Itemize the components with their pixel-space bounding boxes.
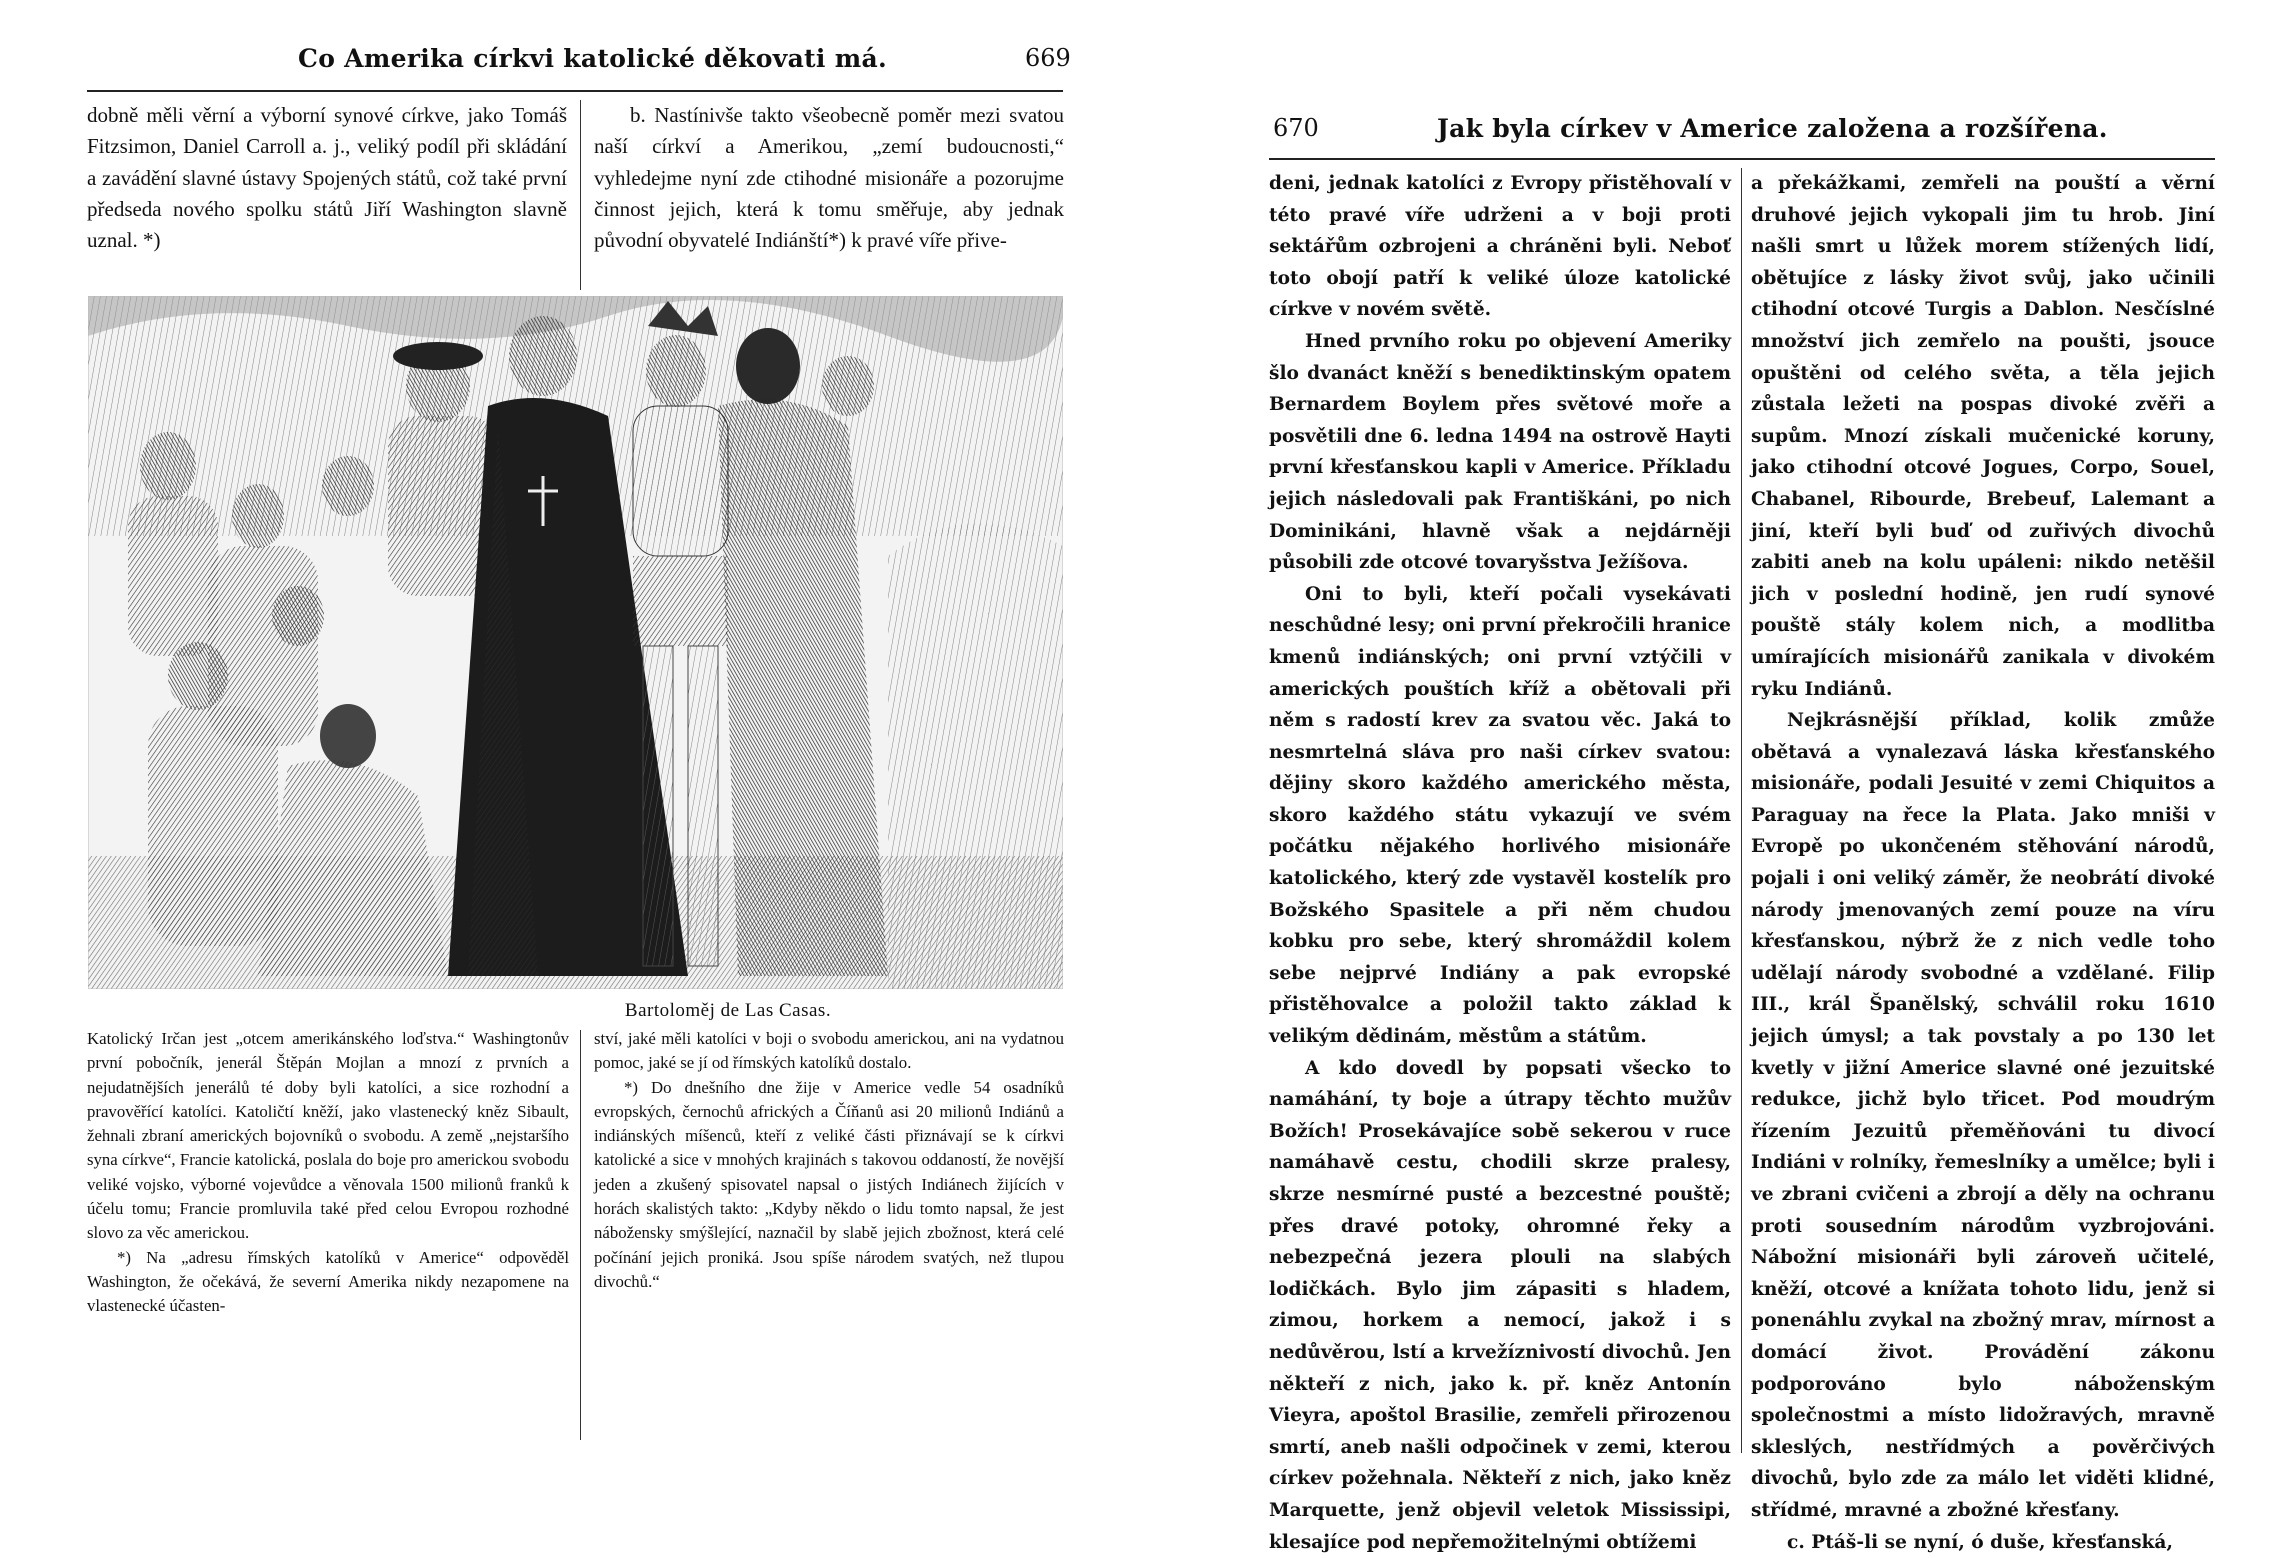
- engraving-illustration: [88, 296, 1063, 989]
- paragraph: dobně měli věrní a výborní synové církve, jako Tomáš Fitzsimon, Daniel Carroll a. j., veliký podíl při skládání a zavádění slavné ústavy Spojených států, což také první předseda nového spolku států Jiří Washington slavně uznal. *): [87, 103, 567, 253]
- column-divider-footnote: [580, 1030, 581, 1440]
- illustration-caption: Bartoloměj de Las Casas.: [624, 1000, 832, 1021]
- running-head-right: Jak byla církev v Americe založena a rozšířena.: [1437, 114, 2108, 143]
- paragraph: A kdo dovedl by popsati všecko to namáhání, ty boje a útrapy těchto mužův Božích! Prosekávajíce sobě sekerou v ruce namáhavě cestu, chodili skrze pralesy, skrze nesmírné pusté a bezcestné pouště; přes dravé potoky, ohromné řeky a nebezpečná jezera plouli na slabých lodičkách. Bylo jim zápasiti s hladem, zimou, horkem a nemocí, jakož i s nedůvěrou, lstí a krvežíznivostí divochů. Jen někteří z nich, jako k. př. kněz Antonín Vieyra, apoštol Brasilie, zemřeli přirozenou smrtí, aneb našli odpočinek v zemi, kterou církev požehnala. Někteří z nich, jako kněz Marquette, jenž objevil veletok Mississipi, klesajíce pod nepřemožitelnými obtížemi: [1269, 1057, 1731, 1553]
- footnote-paragraph: *) Na „adresu římských katolíků v Americe“ odpověděl Washington, že očekává, že severní Amerika nikdy nezapomene na vlastenecké účasten-: [87, 1247, 569, 1316]
- header-rule-right: [1269, 158, 2215, 160]
- paragraph: b. Nastínivše takto všeobecně poměr mezi svatou naší církví a Amerikou, „zemí budoucnosti,“ vyhledejme nyní zde ctihodné misionáře a pozorujme činnost jejich, která k tomu směřuje, aby jednak původní obyvatelé Indiánští*) k pravé víře přive-: [594, 103, 1064, 253]
- footnote-paragraph: Katolický Irčan jest „otcem amerikánského loďstva.“ Washingtonův první pobočník, jenerál Štěpán Mojlan a mnozí z prvních a nejudatnějších jenerálů té doby byli katolíci, a sice rozhodní a pravověřící katolíci. Katoličtí kněží, jako vlastenecký kněz Sibault, žehnali zbraní amerických bojovníků o svobodu. A země „nejstaršího syna církve“, Francie katolická, poslala do boje pro americkou svobodu veliké vojsko, výborné vojevůdce a věnovala 1500 milionů franků k účelu tomu; Francie promluvila také před celou Evropou rozhodné slovo za věc americkou.: [87, 1029, 569, 1243]
- page-number-right: 670: [1273, 114, 1319, 142]
- paragraph: deni, jednak katolíci z Evropy přistěhovalí v této pravé víře udrženi a v boji proti sektářům ozbrojeni a chráněni byli. Neboť toto obojí patří k veliké úloze katolické církve v novém světě.: [1269, 173, 1731, 321]
- right-col2-text: [1751, 168, 2215, 1558]
- running-head-left: Co Amerika církvi katolické děkovati má.: [298, 44, 887, 73]
- column-divider-top-left: [580, 100, 581, 290]
- left-col2-top-text: [594, 100, 1064, 256]
- paragraph: c. Ptáš-li se nyní, ó duše, křesťanská,: [1787, 1531, 2173, 1553]
- page-number-left: 669: [1025, 44, 1071, 72]
- footnote-paragraph: *) Do dnešního dne žije v Americe vedle 54 osadníků evropských, černochů afrických a Číňanů asi 20 milionů Indiánů a indiánských míšenců, kteří z veliké části přiznávají se k církvi katolické a sice v mnohých krajinách s takovou oddaností, že novější jeden a zkušený spisovatel napsal o jistých Indiánech žijících v horách skalistých takto: „Kdyby někdo o lidu tomto napsal, že jest nábožensky smýšlející, naznačil by slabě jejich zbožnost, která celé počínání jejich proniká. Jsou spíše národem svatých, než tlupou divochů.“: [594, 1077, 1064, 1291]
- paragraph: a překážkami, zemřeli na pouští a věrní druhové jejich vykopali jim tu hrob. Jiní našli smrt u lůžek morem stížených lidí, obětujíce z lásky život svůj, jako učinili ctihodní otcové Turgis a Dablon. Nesčíslné množství jich zemřelo na poušti, jsouce opuštěni od celého světa, a těla jejich zůstala ležeti na pospas divoké zvěři a supům. Mnozí získali mučenické koruny, jako ctihodní otcové Jogues, Corpo, Souel, Chabanel, Ribourde, Brebeuf, Lalemant a jiní, kteří byli buď od zuřivých divochů zabiti aneb na kolu upáleni: nikdo netěšil jich v poslední hodině, jen rudí synové pouště stály kolem nich, a modlitba umírajících misionářů zanikala v divokém ryku Indiánů.: [1751, 173, 2215, 700]
- left-footnote-col2: [594, 1027, 1064, 1294]
- paragraph: Oni to byli, kteří počali vysekávati neschůdné lesy; oni první překročili hranice kmenů indiánských; oni první vztýčili v amerických pouštích kříž a obětovali při něm s radostí krev za svatou věc. Jaká to nesmrtelná sláva pro naši církev svatou: dějiny skoro každého amerického města, skoro každého státu vykazují ve svém počátku nějakého horlivého misionáře katolického, který zde vystavěl kostelík pro Božského Spasitele a při něm chudou kobku pro sebe, který shromáždil kolem sebe nejprvé Indiány a pak evropské přistěhovalce a položil takto základ k velikým dědinám, městům a státům.: [1269, 583, 1731, 1048]
- left-footnote-col1: [87, 1027, 569, 1319]
- right-col1-text: [1269, 168, 1731, 1558]
- paragraph: Nejkrásnější příklad, kolik zmůže obětavá a vynalezavá láska křesťanského misionáře, podali Jesuité v zemi Chiquitos a Paraguay na řece la Plata. Jako mniši v Evropě po ukončeném stěhování národů, pojali i oni veliký záměr, že neobrátí divoké národy jmenovaných zemí pouze na víru křesťanskou, nýbrž že z nich vedle toho udělají národy svobodné a vzdělané. Filip III., král Španělský, schválil roku 1610 jejich úmysl; a tak povstaly a po 130 let kvetly v jižní Americe slavné oné jezuitské redukce, jichž bylo třicet. Pod moudrým řízením Jezuitů přeměňováni tu divocí Indiáni v rolníky, řemeslníky a umělce; byli i ve zbrani cvičeni a zbrojí a děly na ochranu proti sousedním národům vyzbrojováni. Nábožní misionáři byli zároveň učitelé, kněží, otcové a knížata tohoto lidu, jenž si ponenáhlu zvykal na zbožný mrav, mírnost a domácí život. Provádění zákonu podporováno bylo náboženským společnostmi a místo lidožravých, mravně skleslých, nestřídmých a pověrčivých divochů, bylo zde za málo let viděti klidné, střídmé, mravné a zbožné křesťany.: [1751, 710, 2215, 1521]
- column-divider-right: [1741, 168, 1742, 1453]
- header-rule-left: [87, 90, 1063, 92]
- left-col1-top-text: [87, 100, 567, 256]
- left-page: [0, 0, 1100, 1500]
- paragraph: Hned prvního roku po objevení Ameriky šlo dvanáct kněží s benediktinským opatem Bernardem Boylem přes světové moře a posvětili dne 6. ledna 1494 na ostrově Hayti první křesťanskou kapli v Americe. Příkladu jejich následovali pak Františkáni, po nich Dominikáni, hlavně však a nejdárněji působili zde otcové tovaryšstva Ježíšova.: [1269, 330, 1731, 574]
- right-page: [1139, 0, 2278, 1553]
- footnote-paragraph: ství, jaké měli katolíci v boji o svobodu americkou, ani na vydatnou pomoc, jaké se jí od římských katolíků dostalo.: [594, 1029, 1064, 1073]
